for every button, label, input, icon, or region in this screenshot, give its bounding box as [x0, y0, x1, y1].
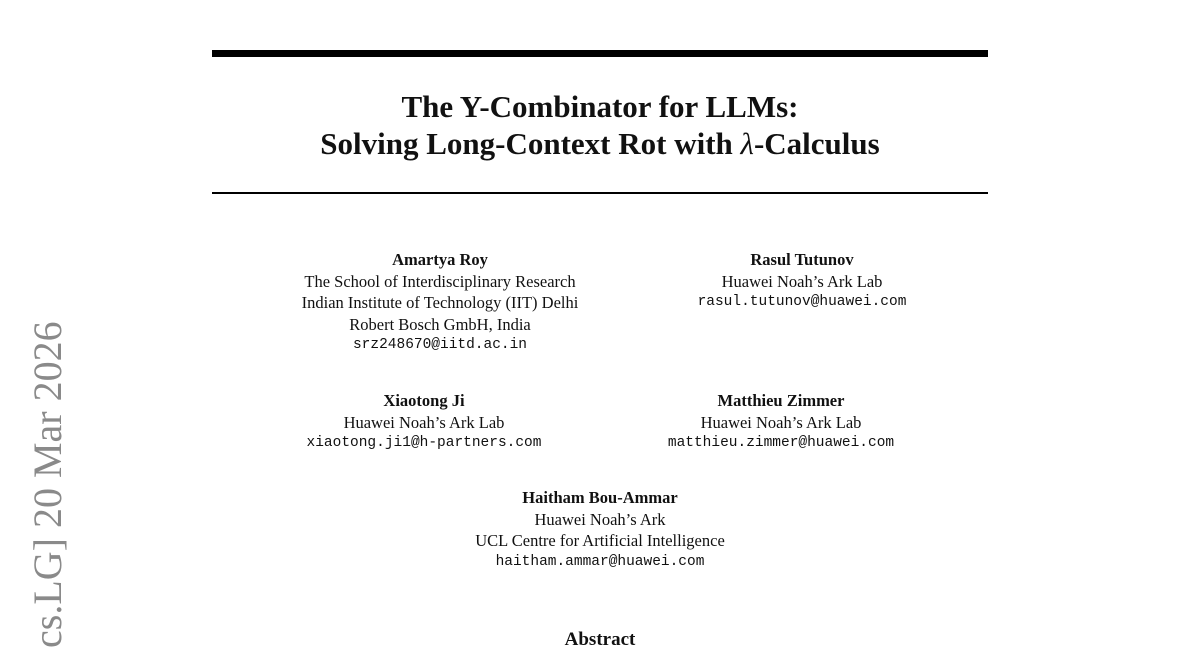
author-affiliation: Robert Bosch GmbH, India [349, 314, 531, 334]
title-line-2-text: Solving Long-Context Rot with [320, 126, 741, 161]
author-block-matthieu-zimmer [668, 390, 894, 455]
author-email: haitham.ammar@huawei.com [495, 553, 705, 570]
author-name: Amartya Roy [392, 250, 488, 269]
author-name: Xiaotong Ji [383, 391, 465, 410]
author-affiliation: Indian Institute of Technology (IIT) Delhi [301, 293, 579, 312]
author-block-haitham-bou-ammar [475, 487, 725, 573]
paper-title [212, 88, 988, 162]
author-email: rasul.tutunov@huawei.com [697, 294, 907, 310]
author-name: Matthieu Zimmer [717, 391, 845, 410]
author-email: srz248670@iitd.ac.in [352, 337, 528, 353]
arxiv-identifier-stamp: cs.LG] 20 Mar 2026 [25, 321, 70, 648]
title-line-1: The Y-Combinator for LLMs: [401, 89, 799, 124]
author-affiliation: UCL Centre for Artificial Intelligence [475, 531, 725, 550]
author-email: xiaotong.ji1@h-partners.com [306, 435, 542, 451]
author-block-xiaotong-ji [307, 390, 542, 455]
abstract-heading: Abstract [564, 629, 636, 650]
author-name: Haitham Bou-Ammar [522, 488, 678, 507]
title-top-rule [212, 50, 988, 57]
author-affiliation: The School of Interdisciplinary Research [304, 271, 576, 291]
title-line-2 [212, 125, 988, 162]
title-line-2-suffix: -Calculus [753, 126, 880, 161]
author-block-rasul-tutunov [698, 249, 907, 314]
title-bottom-rule [212, 192, 988, 194]
author-affiliation: Huawei Noah’s Ark [534, 509, 666, 529]
author-email: matthieu.zimmer@huawei.com [667, 435, 895, 451]
lambda-symbol: λ [740, 126, 754, 161]
author-block-amartya-roy [302, 249, 579, 357]
author-affiliation: Huawei Noah’s Ark Lab [721, 271, 883, 291]
author-affiliation: Huawei Noah’s Ark Lab [343, 412, 505, 432]
author-name: Rasul Tutunov [750, 250, 854, 269]
author-affiliation: Huawei Noah’s Ark Lab [700, 412, 862, 432]
